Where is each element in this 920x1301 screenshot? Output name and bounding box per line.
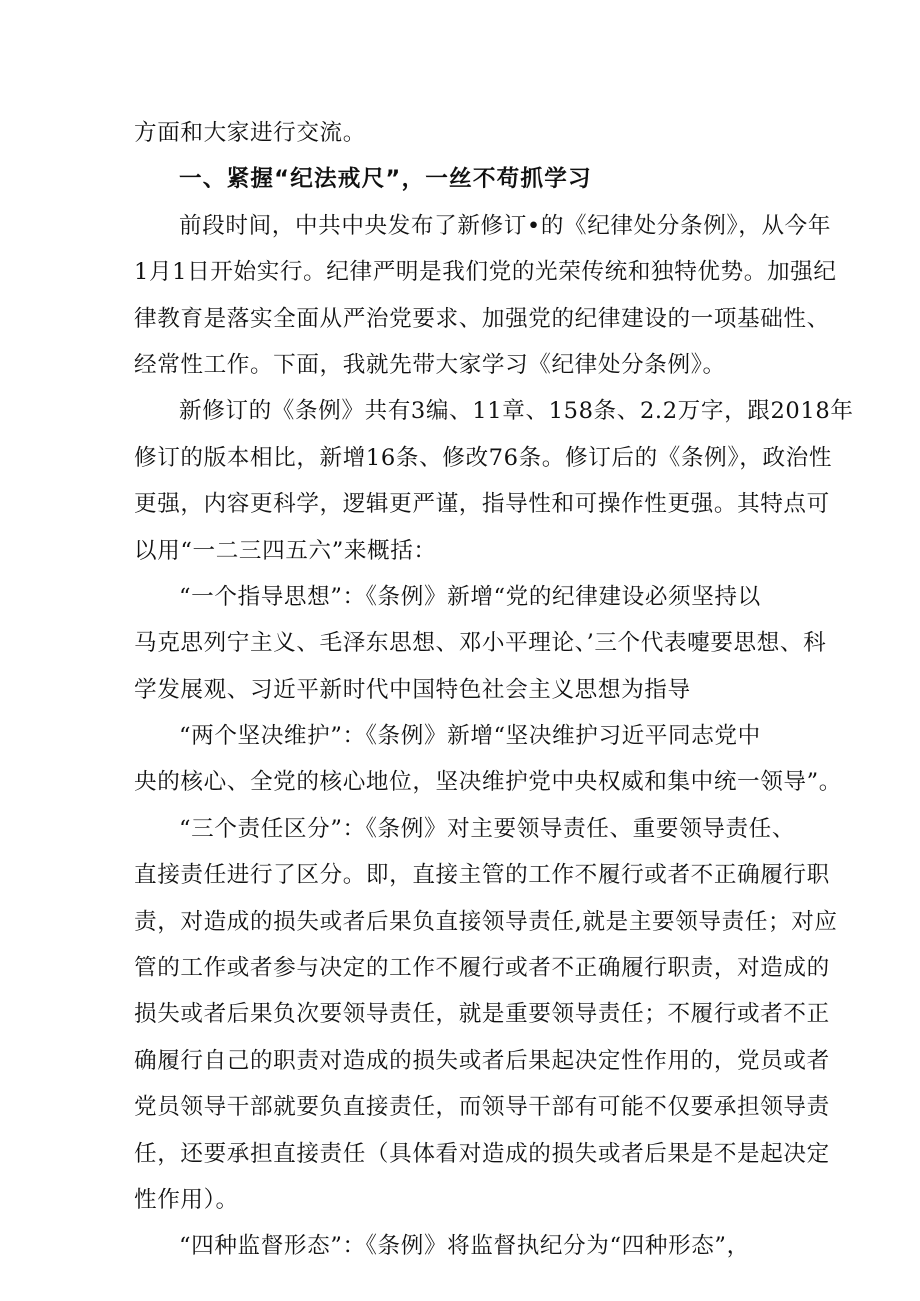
text-line: 任，还要承担直接责任（具体看对造成的损失或者后果是不是起决定	[134, 1140, 830, 1167]
text-line: 央的核心、全党的核心地位，坚决维护党中央权威和集中统一领导”。	[134, 769, 842, 796]
document-body	[134, 110, 854, 1270]
text-line: “两个坚决维护”：《条例》新增“坚决维护习近平同志党中	[179, 723, 761, 750]
text-line: “四种监督形态”：《条例》将监督执纪分为“四种形态”，	[179, 1233, 750, 1260]
text-line: 1月1日开始实行。纪律严明是我们党的光荣传统和独特优势。加强纪	[134, 259, 837, 286]
text-line: 律教育是落实全面从严治党要求、加强党的纪律建设的一项基础性、	[134, 305, 830, 332]
text-line: 方面和大家进行交流。	[134, 120, 366, 146]
text-line: “三个责任区分”：《条例》对主要领导责任、重要领导责任、	[179, 815, 796, 842]
text-line: 前段时间，中共中央发布了新修订•的《纪律处分条例》，从今年	[179, 212, 832, 239]
text-line: 新修订的《条例》共有3编、11章、158条、2.2万字，跟2018年	[179, 398, 854, 425]
text-line: “一个指导思想”：《条例》新增“党的纪律建设必须坚持以	[179, 583, 761, 610]
text-line: 性作用）。	[134, 1186, 239, 1213]
text-line: 管的工作或者参与决定的工作不履行或者不正确履行职责，对造成的	[134, 955, 830, 982]
section-heading: 一、紧握“纪法戒尺”，一丝不苟抓学习	[179, 166, 592, 193]
text-line: 经常性工作。下面，我就先带大家学习《纪律处分条例》。	[134, 351, 726, 378]
text-line: 责，对造成的损失或者后果负直接领导责任,就是主要领导责任；对应	[134, 908, 838, 935]
text-line: 确履行自己的职责对造成的损失或者后果起决定性作用的，党员或者	[134, 1047, 830, 1074]
text-line: 更强，内容更科学，逻辑更严谨，指导性和可操作性更强。其特点可	[134, 491, 830, 518]
text-line: 以用“一二三四五六”来概括：	[134, 537, 437, 564]
text-line: 学发展观、习近平新时代中国特色社会主义思想为指导	[134, 676, 691, 703]
text-line: 损失或者后果负次要领导责任，就是重要领导责任；不履行或者不正	[134, 1001, 830, 1028]
text-line: 直接责任进行了区分。即，直接主管的工作不履行或者不正确履行职	[134, 862, 830, 889]
text-line: 党员领导干部就要负直接责任，而领导干部有可能不仅要承担领导责	[134, 1094, 830, 1121]
text-line: 马克思列宁主义、毛泽东思想、邓小平理论、’三个代表嚏要思想、科	[134, 630, 827, 657]
text-line: 修订的版本相比，新增16条、修改76条。修订后的《条例》，政治性	[134, 444, 833, 471]
